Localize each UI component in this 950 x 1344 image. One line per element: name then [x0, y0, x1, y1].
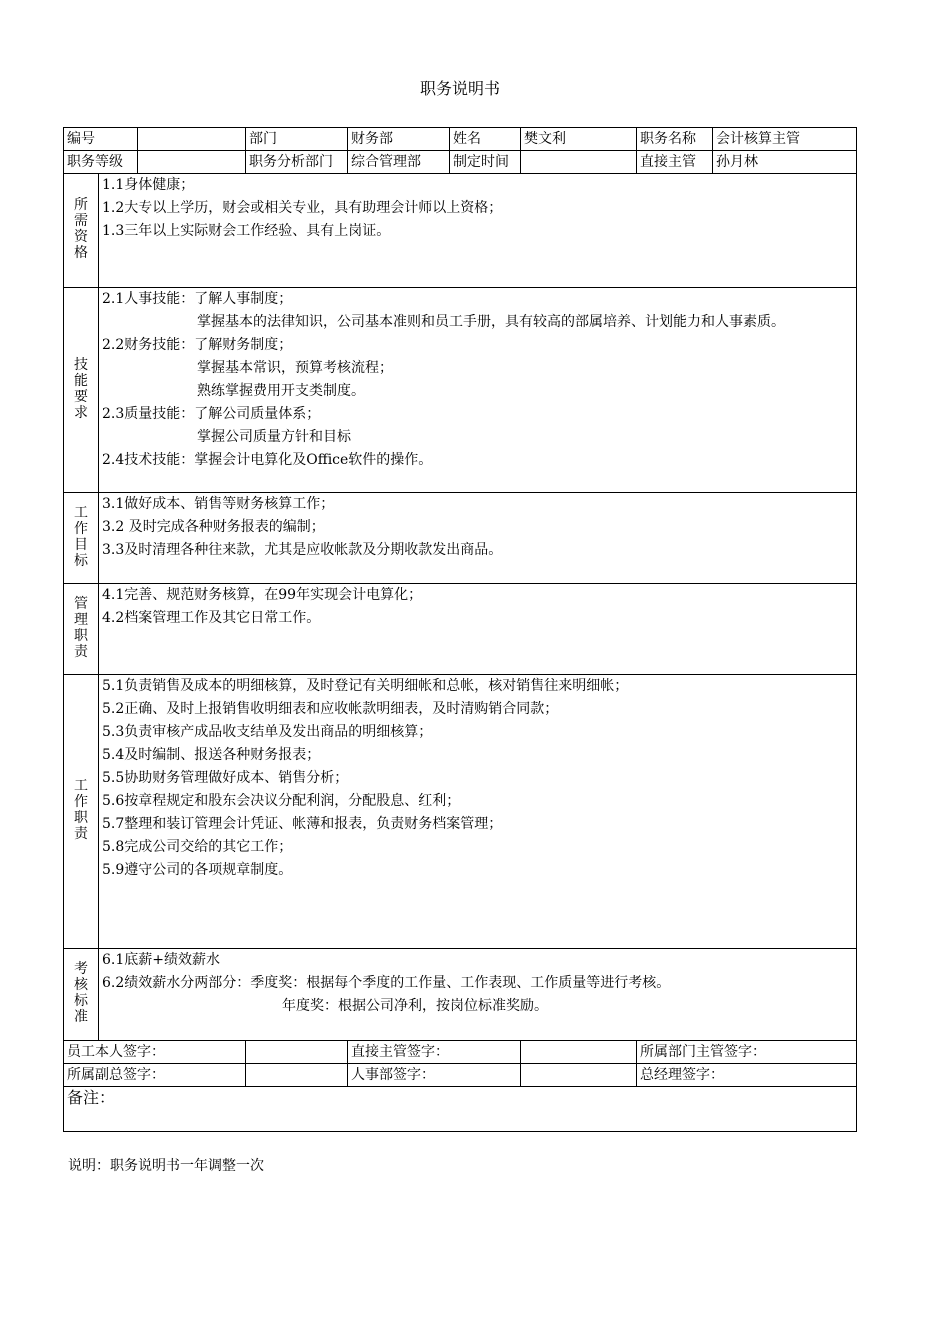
qualification-line: 1.2大专以上学历，财会或相关专业，具有助理会计师以上资格；	[102, 200, 503, 216]
name-value[interactable]: 樊文利	[521, 128, 637, 151]
position-label: 职务名称	[637, 128, 713, 151]
skill-line: 2.2财务技能：了解财务制度；	[102, 337, 293, 353]
date-value[interactable]	[521, 151, 637, 174]
duty-line: 5.6按章程规定和股东会决议分配利润，分配股息、红利；	[102, 793, 461, 809]
remarks-cell[interactable]	[64, 1087, 857, 1132]
assessment-content	[99, 949, 857, 1041]
vice-gm-signature-field[interactable]	[246, 1064, 348, 1087]
supervisor-value[interactable]: 孙月林	[713, 151, 857, 174]
assessment-label: 考核标准	[64, 949, 99, 1041]
skill-line: 掌握公司质量方针和目标	[197, 429, 351, 445]
dept-value[interactable]: 财务部	[348, 128, 450, 151]
position-value[interactable]: 会计核算主管	[713, 128, 857, 151]
analysis-dept-value[interactable]: 综合管理部	[348, 151, 450, 174]
management-line: 4.1完善、规范财务核算，在99年实现会计电算化；	[102, 587, 423, 603]
remarks-row	[64, 1087, 857, 1132]
grade-value[interactable]	[138, 151, 246, 174]
footnote: 说明：职务说明书一年调整一次	[68, 1158, 264, 1174]
goals-label: 工作目标	[64, 493, 99, 584]
qualification-line: 1.3三年以上实际财会工作经验、具有上岗证。	[102, 223, 391, 239]
signature-row-2	[64, 1064, 857, 1087]
section-assessment	[64, 949, 857, 1041]
goal-line: 3.1做好成本、销售等财务核算工作；	[102, 496, 335, 512]
section-qualifications	[64, 174, 857, 288]
skill-line: 2.1人事技能：了解人事制度；	[102, 291, 293, 307]
qualifications-content	[99, 174, 857, 288]
duty-line: 5.2正确、及时上报销售收明细表和应收帐款明细表，及时清购销合同款；	[102, 701, 559, 717]
id-value[interactable]	[138, 128, 246, 151]
grade-label: 职务等级	[64, 151, 138, 174]
duty-line: 5.1负责销售及成本的明细核算，及时登记有关明细帐和总帐，核对销售往来明细帐；	[102, 678, 629, 694]
duty-line: 5.7整理和装订管理会计凭证、帐薄和报表，负责财务档案管理；	[102, 816, 503, 832]
qualifications-label: 所需资格	[64, 174, 99, 288]
assessment-line: 年度奖：根据公司净利，按岗位标准奖励。	[282, 998, 548, 1014]
job-description-form	[63, 127, 857, 1132]
skill-line: 2.4技术技能：掌握会计电算化及Office软件的操作。	[102, 452, 433, 468]
skill-line: 掌握基本的法律知识，公司基本准则和员工手册，具有较高的部属培养、计划能力和人事素质。	[197, 314, 785, 330]
header-row-1	[64, 128, 857, 151]
employee-signature-field[interactable]	[246, 1041, 348, 1064]
vice-gm-signature-label: 所属副总签字：	[64, 1064, 246, 1087]
name-label: 姓名	[450, 128, 521, 151]
hr-signature-field[interactable]	[521, 1064, 637, 1087]
date-label: 制定时间	[450, 151, 521, 174]
duty-line: 5.3负责审核产成品收支结单及发出商品的明细核算；	[102, 724, 433, 740]
page-title: 职务说明书	[419, 79, 500, 98]
supervisor-label: 直接主管	[637, 151, 713, 174]
dept-label: 部门	[246, 128, 348, 151]
direct-supervisor-signature-label: 直接主管签字：	[348, 1041, 521, 1064]
goals-content	[99, 493, 857, 584]
remarks-label: 备注：	[67, 1088, 116, 1107]
section-duties	[64, 675, 857, 949]
section-goals	[64, 493, 857, 584]
qualification-line: 1.1身体健康；	[102, 177, 195, 193]
dept-supervisor-signature-label: 所属部门主管签字：	[637, 1041, 857, 1064]
duties-content	[99, 675, 857, 949]
skill-line: 掌握基本常识，预算考核流程；	[197, 360, 393, 376]
management-content	[99, 584, 857, 675]
section-management	[64, 584, 857, 675]
duty-line: 5.5协助财务管理做好成本、销售分析；	[102, 770, 349, 786]
skill-line: 熟练掌握费用开支类制度。	[197, 383, 365, 399]
skill-line: 2.3质量技能：了解公司质量体系；	[102, 406, 321, 422]
header-row-2	[64, 151, 857, 174]
assessment-line: 6.2绩效薪水分两部分：季度奖：根据每个季度的工作量、工作表现、工作质量等进行考核。	[102, 975, 671, 991]
skills-label: 技能要求	[64, 288, 99, 493]
direct-supervisor-signature-field[interactable]	[521, 1041, 637, 1064]
section-skills	[64, 288, 857, 493]
assessment-line: 6.1底薪+绩效薪水	[102, 952, 220, 968]
duty-line: 5.4及时编制、报送各种财务报表；	[102, 747, 321, 763]
duty-line: 5.9遵守公司的各项规章制度。	[102, 862, 293, 878]
id-label: 编号	[64, 128, 138, 151]
duties-label: 工作职责	[64, 675, 99, 949]
management-label: 管理职责	[64, 584, 99, 675]
analysis-dept-label: 职务分析部门	[246, 151, 348, 174]
employee-signature-label: 员工本人签字：	[64, 1041, 246, 1064]
signature-row-1	[64, 1041, 857, 1064]
goal-line: 3.2 及时完成各种财务报表的编制；	[102, 519, 325, 535]
hr-signature-label: 人事部签字：	[348, 1064, 521, 1087]
goal-line: 3.3及时清理各种往来款，尤其是应收帐款及分期收款发出商品。	[102, 542, 503, 558]
gm-signature-label: 总经理签字：	[637, 1064, 857, 1087]
skills-content	[99, 288, 857, 493]
duty-line: 5.8完成公司交给的其它工作；	[102, 839, 293, 855]
management-line: 4.2档案管理工作及其它日常工作。	[102, 610, 321, 626]
